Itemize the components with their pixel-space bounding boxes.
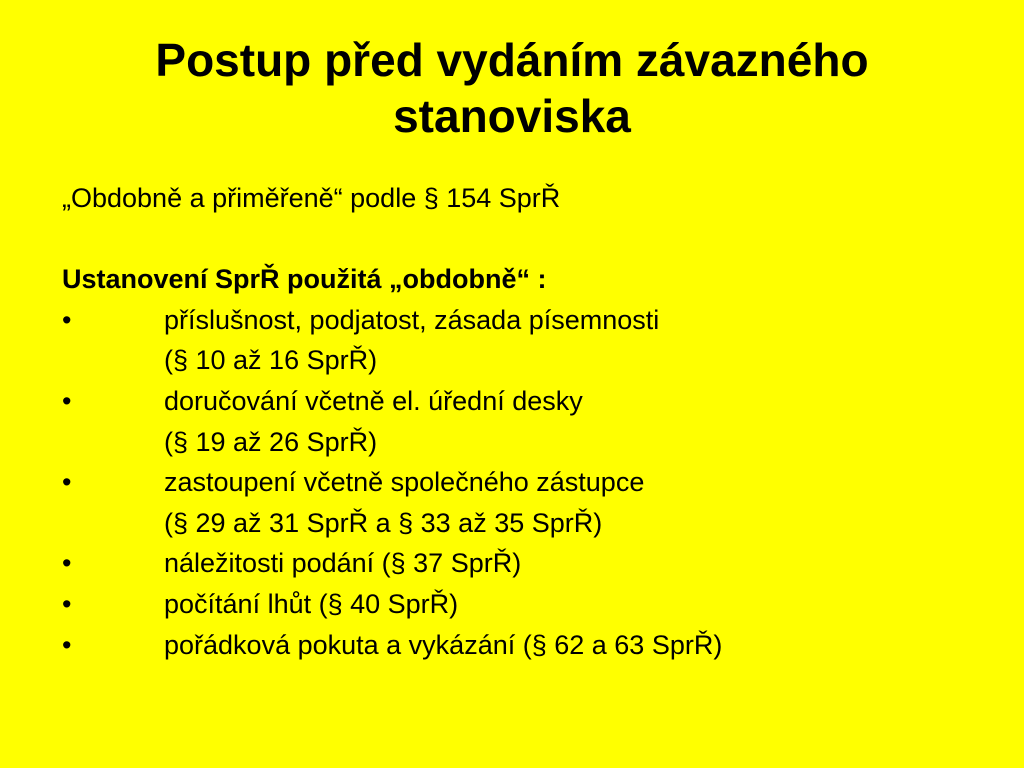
bullet-text: příslušnost, podjatost, zásada písemnosti xyxy=(164,304,660,335)
bullet-text: zastoupení včetně společného zástupce xyxy=(164,467,645,498)
bullet-item xyxy=(62,462,982,503)
bullet-reference: (§ 10 až 16 SprŘ) xyxy=(164,345,378,376)
bullet-text: počítání lhůt (§ 40 SprŘ) xyxy=(164,588,459,619)
bullet-reference: (§ 19 až 26 SprŘ) xyxy=(164,426,378,457)
bullet-marker: • xyxy=(62,467,72,498)
slide-body xyxy=(62,178,982,665)
bullet-list xyxy=(62,300,982,665)
bullet-item xyxy=(62,300,982,341)
title-line-2: stanoviska xyxy=(393,90,631,142)
bullet-marker: • xyxy=(62,629,72,660)
bullet-item xyxy=(62,584,982,625)
bullet-text: pořádková pokuta a vykázání (§ 62 a 63 SprŘ) xyxy=(164,629,723,660)
bullet-marker: • xyxy=(62,588,72,619)
slide-title xyxy=(40,32,984,144)
bullet-item xyxy=(62,543,982,584)
bullet-marker: • xyxy=(62,548,72,579)
bullet-item xyxy=(62,381,982,422)
bullet-reference: (§ 29 až 31 SprŘ a § 33 až 35 SprŘ) xyxy=(164,507,603,538)
bullet-text: doručování včetně el. úřední desky xyxy=(164,385,583,416)
bullet-text: náležitosti podání (§ 37 SprŘ) xyxy=(164,548,522,579)
section-heading: Ustanovení SprŘ použitá „obdobně“ : xyxy=(62,264,547,295)
bullet-item xyxy=(62,625,982,666)
title-line-1: Postup před vydáním závazného xyxy=(155,34,869,86)
bullet-marker: • xyxy=(62,385,72,416)
bullet-marker: • xyxy=(62,304,72,335)
intro-text: „Obdobně a přiměřeně“ podle § 154 SprŘ xyxy=(62,183,561,213)
